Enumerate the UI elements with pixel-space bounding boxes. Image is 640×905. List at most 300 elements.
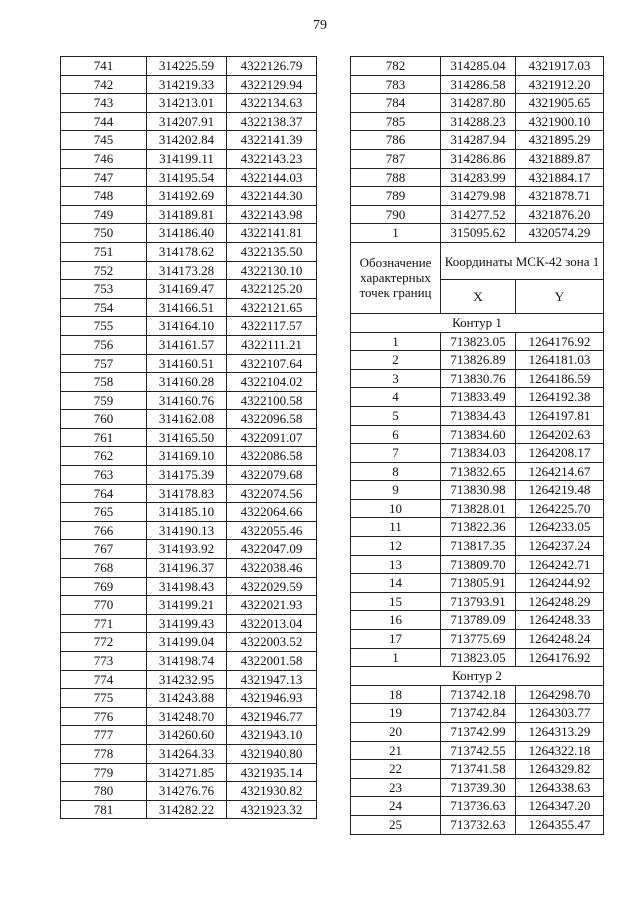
x-cell: 713789.09 bbox=[441, 611, 516, 630]
contour-1-title: Контур 1 bbox=[351, 313, 604, 332]
point-number-cell: 775 bbox=[61, 689, 147, 708]
x-cell: 314213.01 bbox=[147, 94, 227, 113]
y-cell: 1264244.92 bbox=[516, 574, 604, 593]
y-cell: 4322126.79 bbox=[227, 57, 317, 76]
point-number-cell: 8 bbox=[351, 462, 441, 481]
y-cell: 4322141.39 bbox=[227, 131, 317, 150]
point-number-cell: 772 bbox=[61, 633, 147, 652]
y-cell: 4322138.37 bbox=[227, 112, 317, 131]
point-number-cell: 783 bbox=[351, 75, 441, 94]
table-row bbox=[61, 670, 317, 689]
y-cell: 4321946.77 bbox=[227, 707, 317, 726]
x-header: X bbox=[441, 280, 516, 313]
table-row bbox=[61, 112, 317, 131]
table-row bbox=[351, 592, 604, 611]
point-number-cell: 5 bbox=[351, 406, 441, 425]
x-cell: 314282.22 bbox=[147, 800, 227, 819]
y-cell: 4321923.32 bbox=[227, 800, 317, 819]
point-number-cell: 1 bbox=[351, 648, 441, 667]
x-cell: 713822.36 bbox=[441, 518, 516, 537]
x-cell: 713742.99 bbox=[441, 723, 516, 742]
y-cell: 4322144.30 bbox=[227, 187, 317, 206]
y-cell: 1264219.48 bbox=[516, 481, 604, 500]
table-row bbox=[61, 149, 317, 168]
point-number-cell: 13 bbox=[351, 555, 441, 574]
table-row bbox=[351, 168, 604, 187]
point-number-cell: 16 bbox=[351, 611, 441, 630]
table-row bbox=[351, 332, 604, 351]
point-number-cell: 14 bbox=[351, 574, 441, 593]
y-cell: 4322117.57 bbox=[227, 317, 317, 336]
table-row bbox=[61, 800, 317, 819]
point-number-cell: 765 bbox=[61, 503, 147, 522]
x-cell: 713805.91 bbox=[441, 574, 516, 593]
point-number-cell: 752 bbox=[61, 261, 147, 280]
point-number-cell: 742 bbox=[61, 75, 147, 94]
point-number-cell: 779 bbox=[61, 763, 147, 782]
table-row bbox=[61, 614, 317, 633]
x-cell: 314161.57 bbox=[147, 335, 227, 354]
table-row bbox=[61, 205, 317, 224]
y-cell: 4322107.64 bbox=[227, 354, 317, 373]
table-row bbox=[351, 131, 604, 150]
x-cell: 314243.88 bbox=[147, 689, 227, 708]
x-cell: 713826.89 bbox=[441, 351, 516, 370]
y-cell: 4322029.59 bbox=[227, 577, 317, 596]
table-row bbox=[351, 149, 604, 168]
table-row bbox=[61, 94, 317, 113]
x-cell: 713732.63 bbox=[441, 815, 516, 834]
y-cell: 1264298.70 bbox=[516, 685, 604, 704]
table-row bbox=[351, 224, 604, 243]
x-cell: 314260.60 bbox=[147, 726, 227, 745]
point-number-cell: 771 bbox=[61, 614, 147, 633]
y-cell: 4322135.50 bbox=[227, 242, 317, 261]
y-cell: 4322121.65 bbox=[227, 298, 317, 317]
x-cell: 314199.11 bbox=[147, 149, 227, 168]
table-row bbox=[351, 778, 604, 797]
y-cell: 4322055.46 bbox=[227, 521, 317, 540]
table-row bbox=[351, 537, 604, 556]
x-cell: 314192.69 bbox=[147, 187, 227, 206]
table-row bbox=[61, 726, 317, 745]
table-row bbox=[351, 815, 604, 834]
x-cell: 314207.91 bbox=[147, 112, 227, 131]
point-number-cell: 748 bbox=[61, 187, 147, 206]
x-cell: 314162.08 bbox=[147, 410, 227, 429]
point-number-cell: 743 bbox=[61, 94, 147, 113]
x-cell: 314175.39 bbox=[147, 466, 227, 485]
y-header: Y bbox=[516, 280, 604, 313]
point-number-cell: 750 bbox=[61, 224, 147, 243]
table-row bbox=[61, 521, 317, 540]
y-cell: 1264176.92 bbox=[516, 648, 604, 667]
coordinate-system-header: Координаты МСК-42 зона 1 bbox=[441, 242, 604, 280]
y-cell: 1264248.24 bbox=[516, 630, 604, 649]
table-row bbox=[61, 577, 317, 596]
y-cell: 4322047.09 bbox=[227, 540, 317, 559]
point-number-cell: 770 bbox=[61, 596, 147, 615]
point-number-cell: 751 bbox=[61, 242, 147, 261]
x-cell: 713833.49 bbox=[441, 388, 516, 407]
y-cell: 1264338.63 bbox=[516, 778, 604, 797]
point-number-cell: 23 bbox=[351, 778, 441, 797]
table-row bbox=[61, 373, 317, 392]
point-number-cell: 11 bbox=[351, 518, 441, 537]
point-number-cell: 755 bbox=[61, 317, 147, 336]
point-number-cell: 749 bbox=[61, 205, 147, 224]
page-number: 79 bbox=[313, 18, 327, 33]
point-number-cell: 4 bbox=[351, 388, 441, 407]
table-row bbox=[351, 685, 604, 704]
y-cell: 4321895.29 bbox=[516, 131, 604, 150]
y-cell: 4322144.03 bbox=[227, 168, 317, 187]
table-row bbox=[351, 648, 604, 667]
y-cell: 1264242.71 bbox=[516, 555, 604, 574]
point-number-cell: 746 bbox=[61, 149, 147, 168]
table-row bbox=[351, 797, 604, 816]
x-cell: 314286.58 bbox=[441, 75, 516, 94]
point-designation-header: Обозначение характерных точек границ bbox=[351, 242, 441, 313]
y-cell: 4321878.71 bbox=[516, 187, 604, 206]
table-row bbox=[61, 75, 317, 94]
y-cell: 1264322.18 bbox=[516, 741, 604, 760]
table-row bbox=[61, 559, 317, 578]
y-cell: 1264214.67 bbox=[516, 462, 604, 481]
x-cell: 314160.51 bbox=[147, 354, 227, 373]
table-row bbox=[61, 689, 317, 708]
point-number-cell: 741 bbox=[61, 57, 147, 76]
x-cell: 314199.04 bbox=[147, 633, 227, 652]
y-cell: 1264176.92 bbox=[516, 332, 604, 351]
table-row bbox=[351, 187, 604, 206]
table-row bbox=[61, 57, 317, 76]
point-number-cell: 19 bbox=[351, 704, 441, 723]
x-cell: 314288.23 bbox=[441, 112, 516, 131]
y-cell: 4322143.23 bbox=[227, 149, 317, 168]
x-cell: 713832.65 bbox=[441, 462, 516, 481]
point-number-cell: 744 bbox=[61, 112, 147, 131]
point-number-cell: 760 bbox=[61, 410, 147, 429]
table-row bbox=[351, 462, 604, 481]
y-cell: 1264225.70 bbox=[516, 499, 604, 518]
x-cell: 314232.95 bbox=[147, 670, 227, 689]
table-row bbox=[61, 242, 317, 261]
point-number-cell: 781 bbox=[61, 800, 147, 819]
y-cell: 4322143.98 bbox=[227, 205, 317, 224]
table-row bbox=[61, 168, 317, 187]
y-cell: 1264355.47 bbox=[516, 815, 604, 834]
table-row bbox=[61, 187, 317, 206]
point-number-cell: 754 bbox=[61, 298, 147, 317]
point-number-cell: 786 bbox=[351, 131, 441, 150]
table-row bbox=[351, 351, 604, 370]
x-cell: 713834.43 bbox=[441, 406, 516, 425]
x-cell: 314285.04 bbox=[441, 57, 516, 76]
x-cell: 314193.92 bbox=[147, 540, 227, 559]
table-row bbox=[61, 391, 317, 410]
x-cell: 713742.55 bbox=[441, 741, 516, 760]
table-row bbox=[351, 760, 604, 779]
x-cell: 713809.70 bbox=[441, 555, 516, 574]
x-cell: 314248.70 bbox=[147, 707, 227, 726]
table-row bbox=[351, 369, 604, 388]
y-cell: 4321905.65 bbox=[516, 94, 604, 113]
point-number-cell: 767 bbox=[61, 540, 147, 559]
x-cell: 314165.50 bbox=[147, 428, 227, 447]
y-cell: 1264313.29 bbox=[516, 723, 604, 742]
x-cell: 314195.54 bbox=[147, 168, 227, 187]
point-number-cell: 758 bbox=[61, 373, 147, 392]
y-cell: 1264208.17 bbox=[516, 444, 604, 463]
table-row bbox=[351, 425, 604, 444]
x-cell: 314160.28 bbox=[147, 373, 227, 392]
table-row bbox=[61, 466, 317, 485]
y-cell: 4322129.94 bbox=[227, 75, 317, 94]
table-row bbox=[351, 388, 604, 407]
point-number-cell: 763 bbox=[61, 466, 147, 485]
y-cell: 4321917.03 bbox=[516, 57, 604, 76]
point-number-cell: 24 bbox=[351, 797, 441, 816]
x-cell: 314196.37 bbox=[147, 559, 227, 578]
y-cell: 4321876.20 bbox=[516, 205, 604, 224]
table-row bbox=[351, 741, 604, 760]
table-row bbox=[351, 481, 604, 500]
y-cell: 4322091.07 bbox=[227, 428, 317, 447]
x-cell: 713828.01 bbox=[441, 499, 516, 518]
y-cell: 4322141.81 bbox=[227, 224, 317, 243]
table-row bbox=[61, 298, 317, 317]
table-row bbox=[61, 484, 317, 503]
x-cell: 713817.35 bbox=[441, 537, 516, 556]
y-cell: 1264347.20 bbox=[516, 797, 604, 816]
point-number-cell: 768 bbox=[61, 559, 147, 578]
point-number-cell: 1 bbox=[351, 224, 441, 243]
x-cell: 314160.76 bbox=[147, 391, 227, 410]
x-cell: 713741.58 bbox=[441, 760, 516, 779]
point-number-cell: 785 bbox=[351, 112, 441, 131]
table-row bbox=[351, 723, 604, 742]
x-cell: 713834.60 bbox=[441, 425, 516, 444]
table-row bbox=[351, 611, 604, 630]
y-cell: 4321912.20 bbox=[516, 75, 604, 94]
point-number-cell: 18 bbox=[351, 685, 441, 704]
point-number-cell: 12 bbox=[351, 537, 441, 556]
x-cell: 713823.05 bbox=[441, 332, 516, 351]
y-cell: 4321900.10 bbox=[516, 112, 604, 131]
table-row bbox=[351, 112, 604, 131]
table-row bbox=[351, 444, 604, 463]
table-row bbox=[61, 596, 317, 615]
point-number-cell: 20 bbox=[351, 723, 441, 742]
y-cell: 1264329.82 bbox=[516, 760, 604, 779]
y-cell: 1264248.29 bbox=[516, 592, 604, 611]
y-cell: 1264186.59 bbox=[516, 369, 604, 388]
x-cell: 314219.33 bbox=[147, 75, 227, 94]
table-row bbox=[61, 540, 317, 559]
table-row bbox=[351, 630, 604, 649]
table-row bbox=[351, 205, 604, 224]
x-cell: 314198.74 bbox=[147, 652, 227, 671]
point-number-cell: 15 bbox=[351, 592, 441, 611]
x-cell: 314199.43 bbox=[147, 614, 227, 633]
y-cell: 1264233.05 bbox=[516, 518, 604, 537]
y-cell: 4321889.87 bbox=[516, 149, 604, 168]
point-number-cell: 762 bbox=[61, 447, 147, 466]
point-number-cell: 774 bbox=[61, 670, 147, 689]
point-number-cell: 778 bbox=[61, 744, 147, 763]
left-coordinates-table bbox=[60, 56, 317, 819]
y-cell: 4322074.56 bbox=[227, 484, 317, 503]
y-cell: 4321943.10 bbox=[227, 726, 317, 745]
point-number-cell: 1 bbox=[351, 332, 441, 351]
y-cell: 1264248.33 bbox=[516, 611, 604, 630]
table-row bbox=[61, 131, 317, 150]
y-cell: 1264181.03 bbox=[516, 351, 604, 370]
point-number-cell: 22 bbox=[351, 760, 441, 779]
x-cell: 314166.51 bbox=[147, 298, 227, 317]
point-number-cell: 773 bbox=[61, 652, 147, 671]
y-cell: 4321930.82 bbox=[227, 782, 317, 801]
y-cell: 4322038.46 bbox=[227, 559, 317, 578]
point-number-cell: 782 bbox=[351, 57, 441, 76]
x-cell: 713793.91 bbox=[441, 592, 516, 611]
x-cell: 314186.40 bbox=[147, 224, 227, 243]
y-cell: 4321946.93 bbox=[227, 689, 317, 708]
point-number-cell: 10 bbox=[351, 499, 441, 518]
x-cell: 314271.85 bbox=[147, 763, 227, 782]
x-cell: 314264.33 bbox=[147, 744, 227, 763]
y-cell: 1264192.38 bbox=[516, 388, 604, 407]
y-cell: 4321940.80 bbox=[227, 744, 317, 763]
x-cell: 314198.43 bbox=[147, 577, 227, 596]
x-cell: 713830.98 bbox=[441, 481, 516, 500]
point-number-cell: 9 bbox=[351, 481, 441, 500]
point-number-cell: 7 bbox=[351, 444, 441, 463]
table-row bbox=[61, 317, 317, 336]
x-cell: 314279.98 bbox=[441, 187, 516, 206]
table-row bbox=[61, 763, 317, 782]
y-cell: 4322003.52 bbox=[227, 633, 317, 652]
point-number-cell: 757 bbox=[61, 354, 147, 373]
y-cell: 1264202.63 bbox=[516, 425, 604, 444]
point-number-cell: 21 bbox=[351, 741, 441, 760]
point-number-cell: 780 bbox=[61, 782, 147, 801]
table-row bbox=[61, 354, 317, 373]
point-number-cell: 747 bbox=[61, 168, 147, 187]
y-cell: 4322104.02 bbox=[227, 373, 317, 392]
x-cell: 314276.76 bbox=[147, 782, 227, 801]
x-cell: 713736.63 bbox=[441, 797, 516, 816]
table-row bbox=[351, 518, 604, 537]
table-row bbox=[351, 555, 604, 574]
x-cell: 713742.18 bbox=[441, 685, 516, 704]
table-row bbox=[61, 707, 317, 726]
point-number-cell: 753 bbox=[61, 280, 147, 299]
x-cell: 314287.80 bbox=[441, 94, 516, 113]
table-row bbox=[61, 447, 317, 466]
y-cell: 4321884.17 bbox=[516, 168, 604, 187]
y-cell: 4322111.21 bbox=[227, 335, 317, 354]
x-cell: 713742.84 bbox=[441, 704, 516, 723]
point-number-cell: 784 bbox=[351, 94, 441, 113]
coordinates-header bbox=[351, 242, 604, 313]
table-row bbox=[61, 503, 317, 522]
x-cell: 314178.62 bbox=[147, 242, 227, 261]
x-cell: 314164.10 bbox=[147, 317, 227, 336]
table-row bbox=[61, 335, 317, 354]
point-number-cell: 756 bbox=[61, 335, 147, 354]
x-cell: 713775.69 bbox=[441, 630, 516, 649]
x-cell: 315095.62 bbox=[441, 224, 516, 243]
y-cell: 4322134.63 bbox=[227, 94, 317, 113]
point-number-cell: 745 bbox=[61, 131, 147, 150]
table-row bbox=[61, 633, 317, 652]
point-number-cell: 787 bbox=[351, 149, 441, 168]
point-number-cell: 777 bbox=[61, 726, 147, 745]
table-row bbox=[61, 280, 317, 299]
x-cell: 314169.47 bbox=[147, 280, 227, 299]
x-cell: 314286.86 bbox=[441, 149, 516, 168]
table-row bbox=[351, 94, 604, 113]
x-cell: 713830.76 bbox=[441, 369, 516, 388]
y-cell: 4321935.14 bbox=[227, 763, 317, 782]
y-cell: 4322013.04 bbox=[227, 614, 317, 633]
x-cell: 314178.83 bbox=[147, 484, 227, 503]
y-cell: 4322130.10 bbox=[227, 261, 317, 280]
point-number-cell: 759 bbox=[61, 391, 147, 410]
point-number-cell: 2 bbox=[351, 351, 441, 370]
point-number-cell: 789 bbox=[351, 187, 441, 206]
table-row bbox=[61, 261, 317, 280]
y-cell: 4321947.13 bbox=[227, 670, 317, 689]
right-coordinates-table bbox=[350, 56, 604, 835]
point-number-cell: 769 bbox=[61, 577, 147, 596]
table-row bbox=[351, 704, 604, 723]
x-cell: 713834.03 bbox=[441, 444, 516, 463]
y-cell: 4322064.66 bbox=[227, 503, 317, 522]
y-cell: 1264197.81 bbox=[516, 406, 604, 425]
table-row bbox=[61, 428, 317, 447]
point-number-cell: 761 bbox=[61, 428, 147, 447]
y-cell: 1264237.24 bbox=[516, 537, 604, 556]
contour-2-title: Контур 2 bbox=[351, 667, 604, 686]
table-row bbox=[61, 652, 317, 671]
x-cell: 314185.10 bbox=[147, 503, 227, 522]
y-cell: 1264303.77 bbox=[516, 704, 604, 723]
table-row bbox=[351, 574, 604, 593]
x-cell: 314277.52 bbox=[441, 205, 516, 224]
x-cell: 314287.94 bbox=[441, 131, 516, 150]
y-cell: 4322079.68 bbox=[227, 466, 317, 485]
table-row bbox=[351, 57, 604, 76]
table-row bbox=[61, 744, 317, 763]
table-row bbox=[351, 499, 604, 518]
point-number-cell: 776 bbox=[61, 707, 147, 726]
table-row bbox=[61, 410, 317, 429]
point-number-cell: 766 bbox=[61, 521, 147, 540]
table-row bbox=[351, 406, 604, 425]
x-cell: 314169.10 bbox=[147, 447, 227, 466]
x-cell: 314225.59 bbox=[147, 57, 227, 76]
y-cell: 4322096.58 bbox=[227, 410, 317, 429]
point-number-cell: 790 bbox=[351, 205, 441, 224]
point-number-cell: 25 bbox=[351, 815, 441, 834]
table-row bbox=[61, 782, 317, 801]
point-number-cell: 788 bbox=[351, 168, 441, 187]
y-cell: 4322001.58 bbox=[227, 652, 317, 671]
x-cell: 314189.81 bbox=[147, 205, 227, 224]
